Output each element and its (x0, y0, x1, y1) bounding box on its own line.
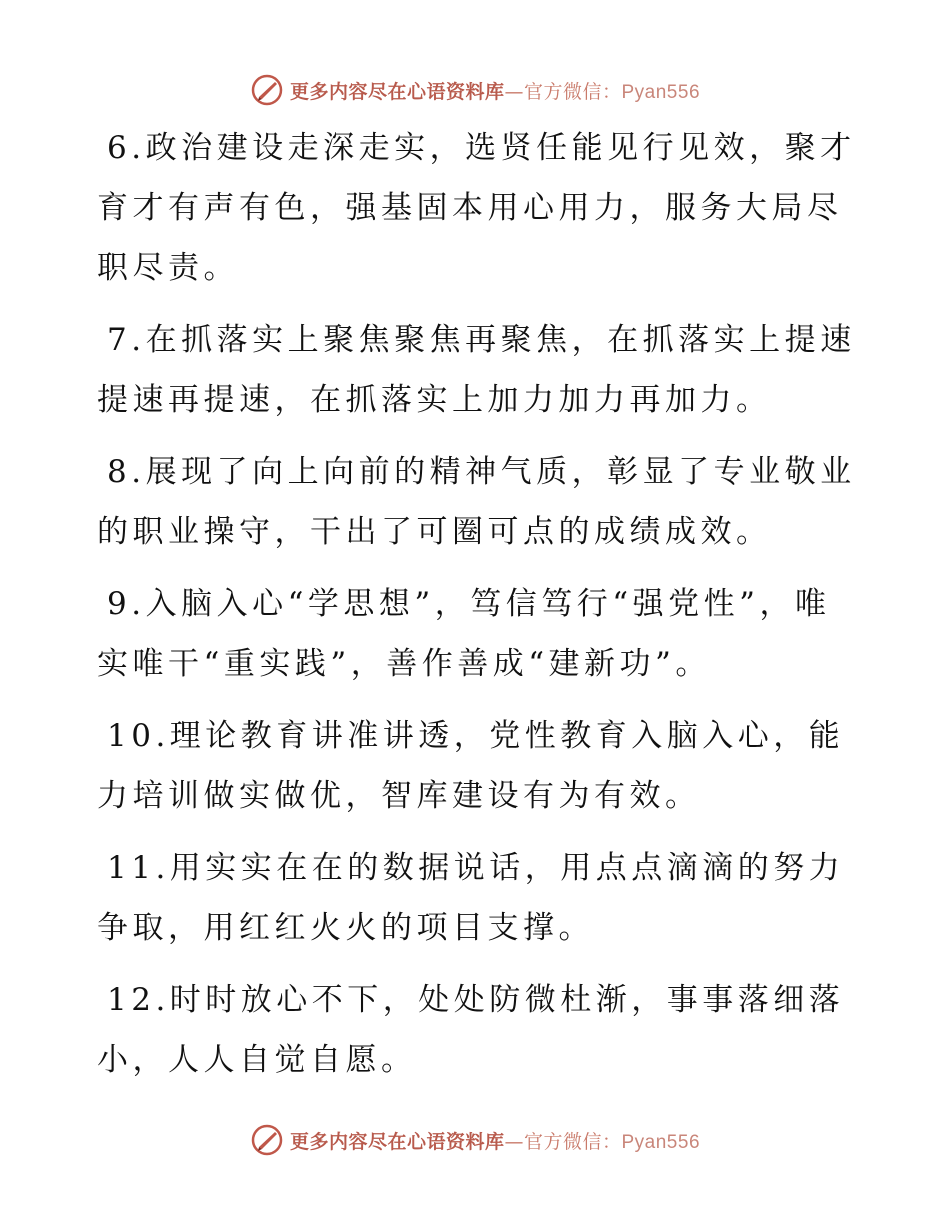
paragraph-9: 9.入脑入心“学思想”，笃信笃行“强党性”，唯实唯干“重实践”，善作善成“建新功”。 (97, 586, 831, 682)
pen-logo-icon (250, 73, 284, 107)
paragraph-6: 6.政治建设走深走实，选贤任能见行见效，聚才育才有声有色，强基固本用心用力，服务大局尽职尽责。 (97, 130, 856, 286)
pen-logo-icon (250, 1123, 284, 1157)
paragraph-8: 8.展现了向上向前的精神气质，彰显了专业敬业的职业操守，干出了可圈可点的成绩成效。 (97, 454, 856, 550)
watermark-text: 更多内容尽在心语资料库—官方微信：Pyan556 (289, 80, 701, 103)
paragraph-12: 12.时时放心不下，处处防微杜渐，事事落细落小，人人自觉自愿。 (97, 982, 845, 1078)
paragraph-10: 10.理论教育讲准讲透，党性教育入脑入心，能力培训做实做优，智库建设有为有效。 (97, 718, 845, 814)
footer-watermark (0, 1120, 950, 1160)
paragraph-11: 11.用实实在在的数据说话，用点点滴滴的努力争取，用红红火火的项目支撑。 (97, 850, 845, 946)
document-body (97, 118, 857, 1102)
watermark-text: 更多内容尽在心语资料库—官方微信：Pyan556 (289, 1130, 701, 1153)
header-watermark (0, 70, 950, 110)
paragraph-7: 7.在抓落实上聚焦聚焦再聚焦，在抓落实上提速提速再提速，在抓落实上加力加力再加力。 (97, 322, 856, 418)
